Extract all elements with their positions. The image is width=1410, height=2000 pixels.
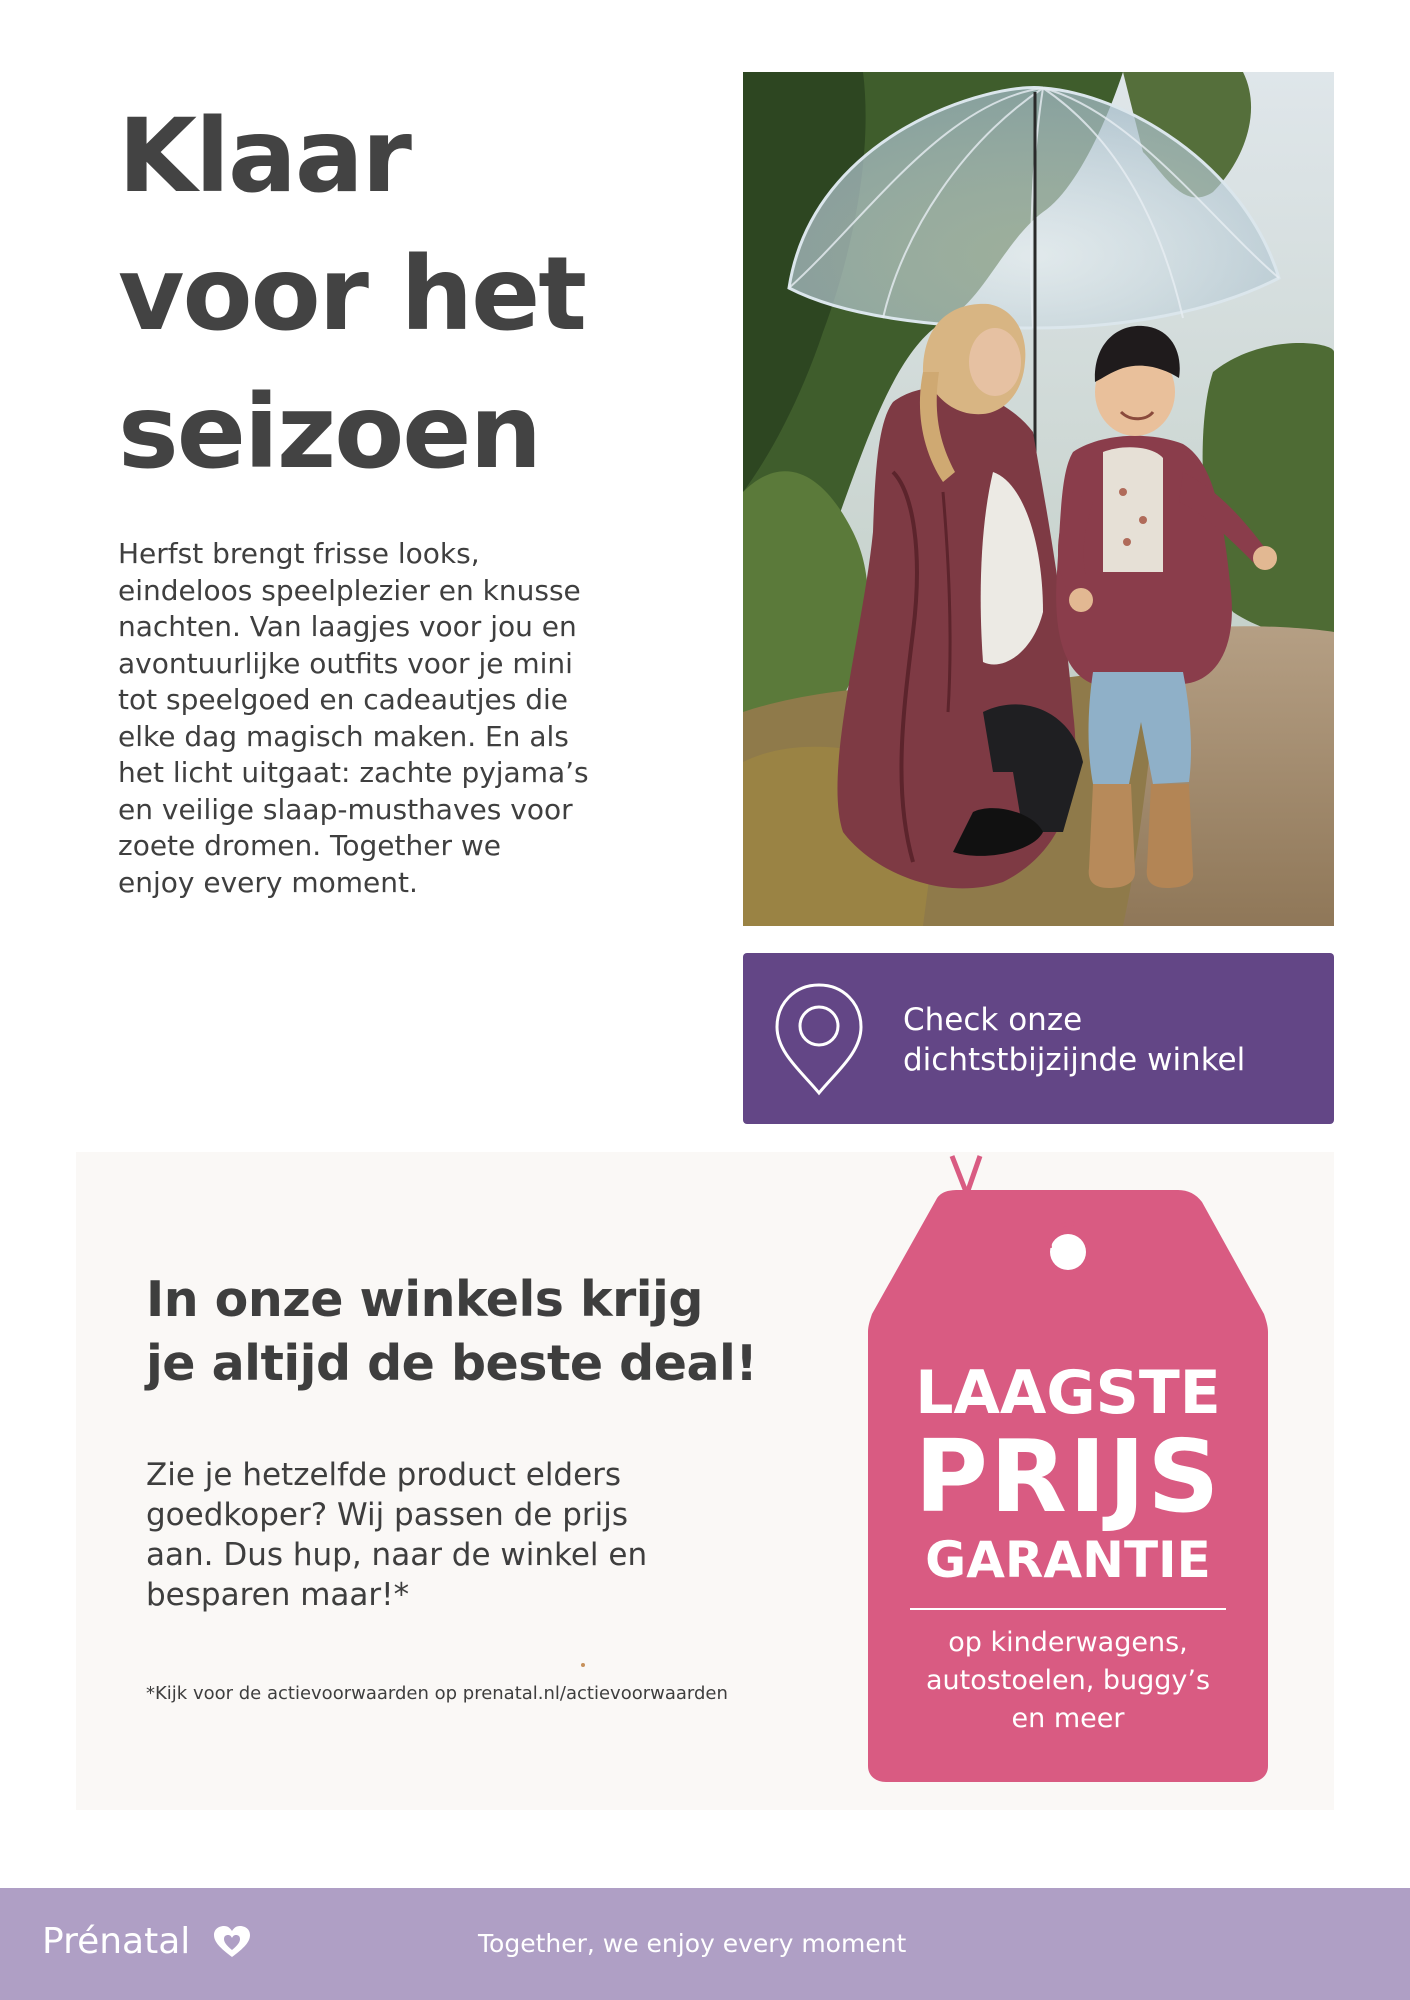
intro-line: eindeloos speelplezier en knusse: [118, 573, 581, 607]
intro-line: enjoy every moment.: [118, 865, 418, 899]
heart-logo-icon: [212, 1924, 252, 1964]
location-pin-icon: [769, 979, 869, 1103]
photo-mother-child-umbrella-icon: [743, 72, 1334, 926]
title-line: voor het: [118, 235, 586, 354]
intro-line: zoete dromen. Together we: [118, 829, 501, 862]
intro-line: en veilige slaap-musthaves voor: [118, 792, 573, 826]
store-locator-label-line: Check onze: [903, 1002, 1083, 1038]
intro-line: Herfst brengt frisse looks,: [118, 537, 480, 570]
tag-subtext-line: op kinderwagens,: [948, 1627, 1188, 1658]
title-line: seizoen: [118, 373, 541, 492]
intro-line: het licht uitgaat: zachte pyjama’s: [118, 756, 589, 789]
deal-line: goedkoper? Wij passen de prijs: [146, 1497, 629, 1533]
tag-subtext: [868, 1624, 1268, 1738]
intro-line: tot speelgoed en cadeautjes die: [118, 683, 568, 716]
store-locator-button[interactable]: [743, 953, 1334, 1124]
intro-line: nachten. Van laagjes voor jou en: [118, 610, 577, 643]
footer-bar: [0, 1888, 1410, 2000]
intro-line: elke dag magisch maken. En als: [118, 719, 569, 753]
hero-photo: [743, 72, 1334, 926]
brand-logo-text: Prénatal: [42, 1921, 191, 1962]
lowest-price-guarantee-tag: [868, 1152, 1268, 1782]
deal-line: besparen maar!*: [146, 1577, 410, 1613]
deal-heading-line: In onze winkels krijg: [146, 1271, 703, 1328]
tag-line-garantie: GARANTIE: [925, 1531, 1211, 1589]
store-locator-label-line: dichtstbijzijnde winkel: [903, 1042, 1246, 1078]
terms-note: *Kijk voor de actievoorwaarden op prenatal.nl/actievoorwaarden: [146, 1683, 728, 1704]
decorative-dot: [581, 1663, 585, 1667]
tag-line-laagste: LAAGSTE: [915, 1358, 1221, 1428]
deal-heading-line: je altijd de beste deal!: [146, 1335, 758, 1392]
tag-line-prijs: PRIJS: [914, 1418, 1222, 1535]
store-locator-label: [903, 1000, 1323, 1080]
title-line: Klaar: [118, 97, 410, 216]
deal-line: Zie je hetzelfde product elders: [146, 1457, 622, 1493]
tag-subtext-line: autostoelen, buggy’s: [925, 1665, 1211, 1696]
intro-line: avontuurlijke outfits voor je mini: [118, 646, 573, 680]
deal-line: aan. Dus hup, naar de winkel en: [146, 1537, 648, 1573]
footer-slogan: Together, we enjoy every moment: [478, 1929, 907, 1958]
deal-heading: [146, 1268, 806, 1396]
deal-paragraph: [146, 1455, 706, 1615]
tag-divider: [910, 1608, 1226, 1610]
intro-paragraph: [118, 536, 638, 901]
tag-subtext-line: en meer: [1011, 1703, 1125, 1734]
page-title: [118, 88, 678, 502]
